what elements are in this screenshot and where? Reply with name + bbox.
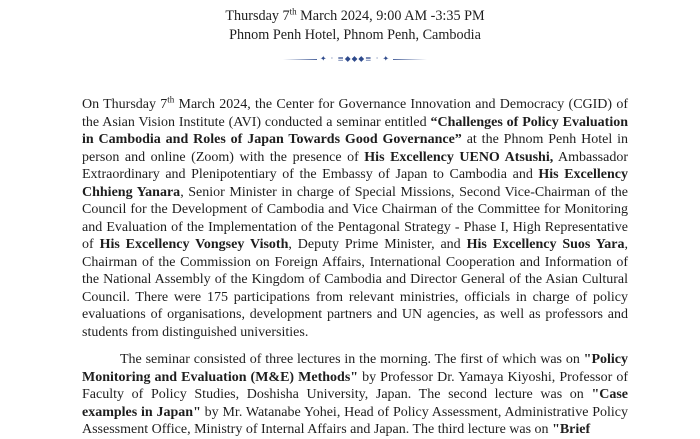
paragraph-seminar-overview: On Thursday 7th March 2024, the Center for Governance Innovation and Democracy (CGID) of the Asian Vision Institute (AVI) conducted a seminar entitled “Challenges of Policy Evaluation in Cambodia and Roles of Japan Towards Good Governance” at the Phnom Penh Hotel in person and online (Zoom) with the presence of His Excellency UENO Atsushi, Ambassador Extraordinary and Plenipotentiary of the Embassy of Japan to Cambodia and His Excellency Chhieng Yanara, Senior Minister in charge of Special Missions, Second Vice-Chairman of the Council for the Development of Cambodia and Vice Chairman of the Committee for Monitoring and Evaluation of the Implementation of the Pentagonal Strategy - Phase I, High Representative of His Excellency Vongsey Visoth, Deputy Prime Minister, and His Excellency Suos Yara, Chairman of the Commission on Foreign Affairs, International Cooperation and Information of the National Assembly of the Kingdom of Cambodia and Director General of the Asian Cultural Council. There were 175 participations from relevant ministries, officials in charge of policy evaluations of organisations, development partners and UN agencies, as well as professors and students from distinguished universities. [82,94,629,340]
document-body [82,96,628,439]
divider-line-right [393,59,427,60]
document-header [82,7,628,44]
divider-ornament-icon: ✦ · ≡◆◆◆≡ · ✦ [320,54,390,64]
ornamental-divider [82,52,628,66]
header-datetime: Thursday 7th March 2024, 9:00 AM -3:35 PM [225,6,485,24]
divider-line-left [283,59,317,60]
paragraph-lectures: The seminar consisted of three lectures in the morning. The first of which was on "Policy Monitoring and Evaluation (M&E) Methods" by Professor Dr. Yamaya Kiyoshi, Professor of Faculty of Policy Studies, Doshisha University, Japan. The second lecture was on "Case examples in Japan" by Mr. Watanabe Yohei, Head of Policy Assessment, Administrative Policy Assessment Office, Ministry of Internal Affairs and Japan. The third lecture was on "Brief [82,352,628,437]
header-venue: Phnom Penh Hotel, Phnom Penh, Cambodia [229,26,481,43]
